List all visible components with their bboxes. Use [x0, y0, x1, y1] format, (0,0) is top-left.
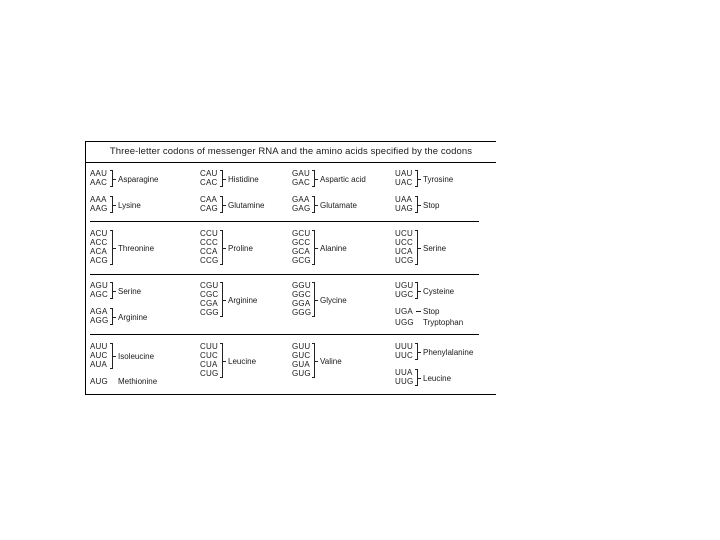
amino-acid-label: Aspartic acid: [320, 175, 366, 184]
codon: ACA: [90, 247, 108, 256]
bracket-tick: [315, 361, 318, 362]
codon: GAG: [292, 204, 311, 213]
bracket-tick: [315, 179, 318, 180]
amino-acid-label: Stop: [423, 307, 440, 316]
amino-acid-label: Methionine: [118, 377, 158, 386]
table-title: Three-letter codons of messenger RNA and the amino acids specified by the codons: [109, 146, 473, 157]
bracket-tick: [223, 248, 226, 249]
codon: ACU: [90, 229, 108, 238]
amino-acid-label: Phenylalanine: [423, 348, 474, 357]
bracket-tick: [418, 179, 421, 180]
codon: GCC: [292, 238, 311, 247]
bracket-tick: [315, 300, 318, 301]
amino-acid-label: Glutamate: [320, 201, 357, 210]
amino-acid-label: Leucine: [423, 374, 452, 383]
bracket-tick: [223, 300, 226, 301]
codon: GAC: [292, 178, 310, 187]
codon: AUC: [90, 351, 108, 360]
amino-acid-label: Glycine: [320, 296, 347, 305]
codon: GAU: [292, 169, 310, 178]
amino-acid-label: Threonine: [118, 244, 155, 253]
codon: ACG: [90, 256, 108, 265]
amino-acid-label: Glutamine: [228, 201, 265, 210]
codon: CAG: [200, 204, 218, 213]
codon: AUG: [90, 377, 108, 386]
bracket-tick: [223, 205, 226, 206]
codon: CUG: [200, 369, 219, 378]
codon: CGU: [200, 281, 219, 290]
bracket-tick: [113, 179, 116, 180]
codon: GGG: [292, 308, 312, 317]
codon: UUA: [395, 368, 413, 377]
codon: GCU: [292, 229, 311, 238]
codon: AGA: [90, 307, 108, 316]
dash: [416, 311, 421, 312]
codon: UCG: [395, 256, 414, 265]
amino-acid-label: Asparagine: [118, 175, 159, 184]
codon: UCA: [395, 247, 413, 256]
section-divider: [90, 334, 479, 335]
amino-acid-label: Arginine: [118, 313, 148, 322]
codon: UCU: [395, 229, 413, 238]
amino-acid-label: Arginine: [228, 296, 258, 305]
codon: AUA: [90, 360, 108, 369]
codon: GCG: [292, 256, 311, 265]
codon: UGG: [395, 318, 414, 327]
codon: CGC: [200, 290, 219, 299]
bracket-tick: [113, 317, 116, 318]
amino-acid-label: Serine: [423, 244, 447, 253]
bracket-tick: [113, 205, 116, 206]
bracket-tick: [418, 248, 421, 249]
bracket-tick: [113, 291, 116, 292]
codon: UAC: [395, 178, 413, 187]
bracket-tick: [113, 356, 116, 357]
codon: CUU: [200, 342, 218, 351]
codon: CCC: [200, 238, 218, 247]
codon: CCU: [200, 229, 218, 238]
codon: AAG: [90, 204, 108, 213]
bracket-tick: [315, 248, 318, 249]
codon: UAG: [395, 204, 413, 213]
bracket-tick: [223, 361, 226, 362]
section-divider: [90, 274, 479, 275]
codon: CAU: [200, 169, 218, 178]
codon: CCG: [200, 256, 219, 265]
section-divider: [90, 221, 479, 222]
bracket-tick: [418, 378, 421, 379]
table-top-rule: [86, 141, 496, 142]
codon: AGU: [90, 281, 108, 290]
amino-acid-label: Lysine: [118, 201, 141, 210]
codon: GUA: [292, 360, 310, 369]
codon: CGG: [200, 308, 219, 317]
codon: AGG: [90, 316, 109, 325]
amino-acid-label: Leucine: [228, 357, 257, 366]
codon: UAA: [395, 195, 413, 204]
codon: GGC: [292, 290, 311, 299]
codon: CAA: [200, 195, 218, 204]
codon: AUU: [90, 342, 108, 351]
amino-acid-label: Alanine: [320, 244, 347, 253]
amino-acid-label: Tyrosine: [423, 175, 454, 184]
codon: GUG: [292, 369, 311, 378]
codon: UGU: [395, 281, 414, 290]
title-rule: [86, 162, 496, 163]
codon: CUA: [200, 360, 218, 369]
amino-acid-label: Histidine: [228, 175, 259, 184]
amino-acid-label: Tryptophan: [423, 318, 464, 327]
amino-acid-label: Serine: [118, 287, 142, 296]
codon: UGC: [395, 290, 414, 299]
amino-acid-label: Cysteine: [423, 287, 455, 296]
bracket-tick: [418, 352, 421, 353]
amino-acid-label: Stop: [423, 201, 440, 210]
codon: UCC: [395, 238, 413, 247]
bracket-tick: [113, 248, 116, 249]
codon: GAA: [292, 195, 310, 204]
codon: CCA: [200, 247, 218, 256]
codon: UGA: [395, 307, 413, 316]
codon: AGC: [90, 290, 108, 299]
bracket-tick: [418, 291, 421, 292]
codon: UAU: [395, 169, 413, 178]
codon: AAC: [90, 178, 108, 187]
codon: GGA: [292, 299, 311, 308]
codon: UUC: [395, 351, 413, 360]
codon: GCA: [292, 247, 310, 256]
amino-acid-label: Proline: [228, 244, 253, 253]
codon: CGA: [200, 299, 218, 308]
codon: UUU: [395, 342, 413, 351]
codon: CUC: [200, 351, 218, 360]
codon: GUU: [292, 342, 311, 351]
codon: UUG: [395, 377, 414, 386]
codon: CAC: [200, 178, 218, 187]
codon: AAU: [90, 169, 108, 178]
bracket-tick: [418, 205, 421, 206]
amino-acid-label: Valine: [320, 357, 342, 366]
bracket-tick: [315, 205, 318, 206]
codon: GGU: [292, 281, 311, 290]
codon: ACC: [90, 238, 108, 247]
codon: GUC: [292, 351, 311, 360]
bracket-tick: [223, 179, 226, 180]
amino-acid-label: Isoleucine: [118, 352, 155, 361]
codon: AAA: [90, 195, 107, 204]
codon-table: [85, 141, 496, 395]
